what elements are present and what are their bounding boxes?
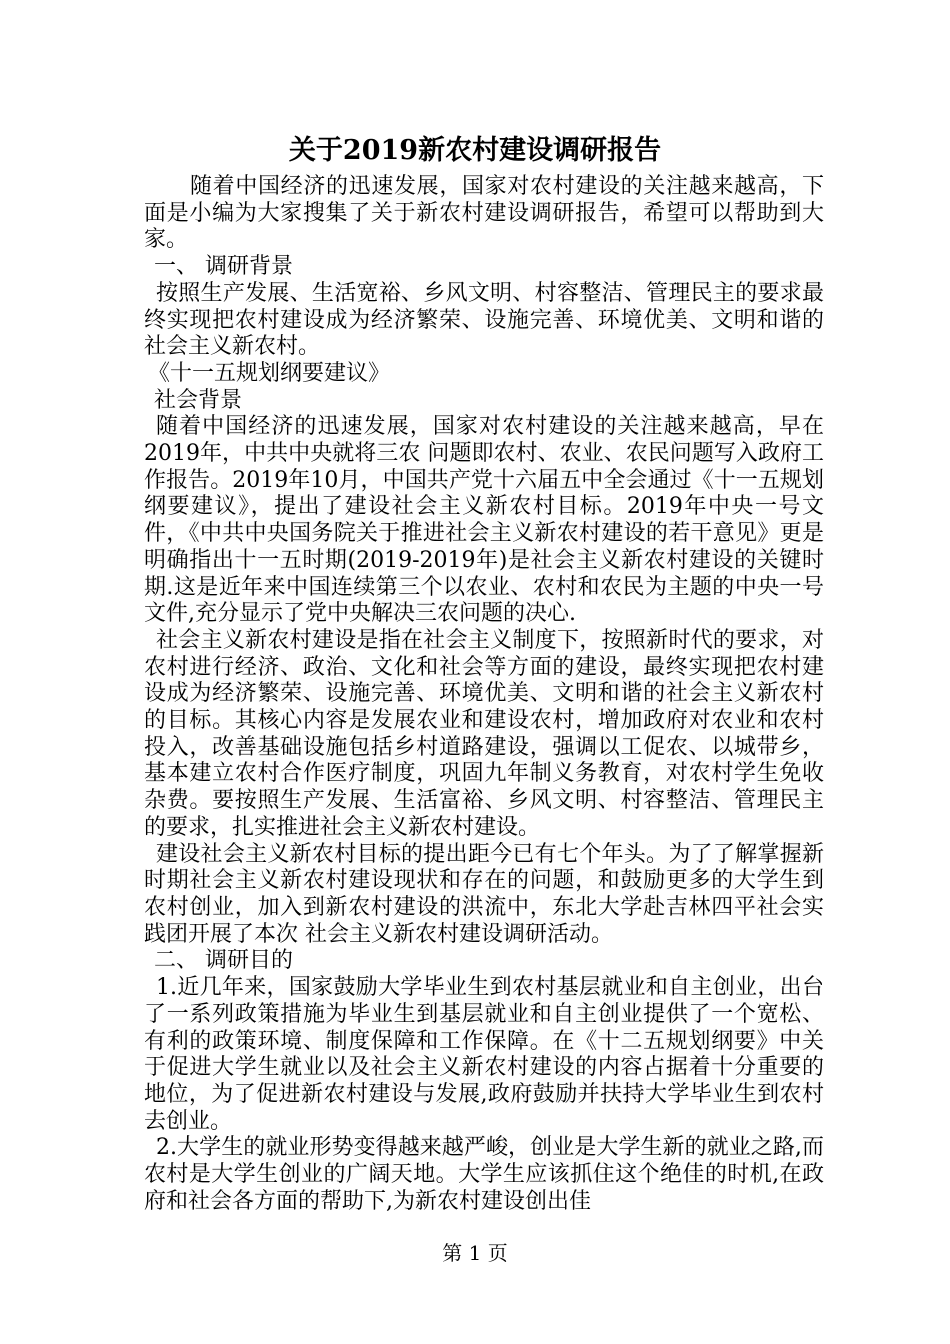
document-title: 关于2019新农村建设调研报告 (288, 135, 662, 166)
paragraph-definition: 社会主义新农村建设是指在社会主义制度下，按照新时代的要求，对农村进行经济、政治、文化和社会等方面的建设，最终实现把农村建设成为经济繁荣、设施完善、环境优美、文明和谐的社会主义新农村的目标。其核心内容是发展农业和建设农村，增加政府对农业和农村投入，改善基础设施包括乡村道路建设，强调以工促农、以城带乡，基本建立农村合作医疗制度，巩固九年制义务教育，对农村学生免收杂费。要按照生产发展、生活富裕、乡风文明、村容整洁、管理民主的要求，扎实推进社会主义新农村建设。 (144, 627, 824, 840)
section-heading-purpose: 二、 调研目的 (154, 948, 293, 974)
paragraph-social-background: 随着中国经济的迅速发展，国家对农村建设的关注越来越高，早在2019年，中共中央就将三农 问题即农村、农业、农民问题写入政府工作报告。2019年10月，中国共产党十六届五中全会通过《十一五规划纲要建议》，提出了建设社会主义新农村目标。2019年中央一号文件，《中共中央国务院关于推进社会主义新农村建设的若干意见》更是明确指出十一五时期(2019-2019年)是社会主义新农村建设的关键时期.这是近年来中国连续第三个以农业、农村和农民为主题的中央一号文件,充分显示了党中央解决三农问题的决心. (144, 414, 824, 627)
paragraph-purpose-2: 2.大学生的就业形势变得越来越严峻，创业是大学生新的就业之路,而农村是大学生创业的广阔天地。大学生应该抓住这个绝佳的时机,在政府和社会各方面的帮助下,为新农村建设创出佳 (144, 1135, 824, 1214)
subheading-plan-proposal: 《十一五规划纲要建议》 (148, 360, 391, 386)
page-number: 第 1 页 (442, 1241, 508, 1265)
document-body (144, 174, 824, 1215)
paragraph-practice-team: 建设社会主义新农村目标的提出距今已有七个年头。为了了解掌握新时期社会主义新农村建设现状和存在的问题，和鼓励更多的大学生到农村创业，加入到新农村建设的洪流中，东北大学赴吉林四平社会实践团开展了本次 社会主义新农村建设调研活动。 (144, 841, 824, 947)
paragraph-purpose-1: 1.近几年来，国家鼓励大学毕业生到农村基层就业和自主创业，出台了一系列政策措施为毕业生到基层就业和自主创业提供了一个宽松、有利的政策环境、制度保障和工作保障。在《十二五规划纲要》中关于促进大学生就业以及社会主义新农村建设的内容占据着十分重要的地位，为了促进新农村建设与发展,政府鼓励并扶持大学毕业生到农村去创业。 (144, 975, 824, 1134)
section-heading-background: 一、 调研背景 (154, 254, 293, 280)
subheading-social-background: 社会背景 (154, 387, 243, 413)
paragraph-requirements: 按照生产发展、生活宽裕、乡风文明、村容整洁、管理民主的要求最终实现把农村建设成为经济繁荣、设施完善、环境优美、文明和谐的社会主义新农村。 (144, 280, 824, 360)
intro-paragraph: 随着中国经济的迅速发展，国家对农村建设的关注越来越高，下面是小编为大家搜集了关于新农村建设调研报告，希望可以帮助到大家。 (144, 174, 824, 253)
